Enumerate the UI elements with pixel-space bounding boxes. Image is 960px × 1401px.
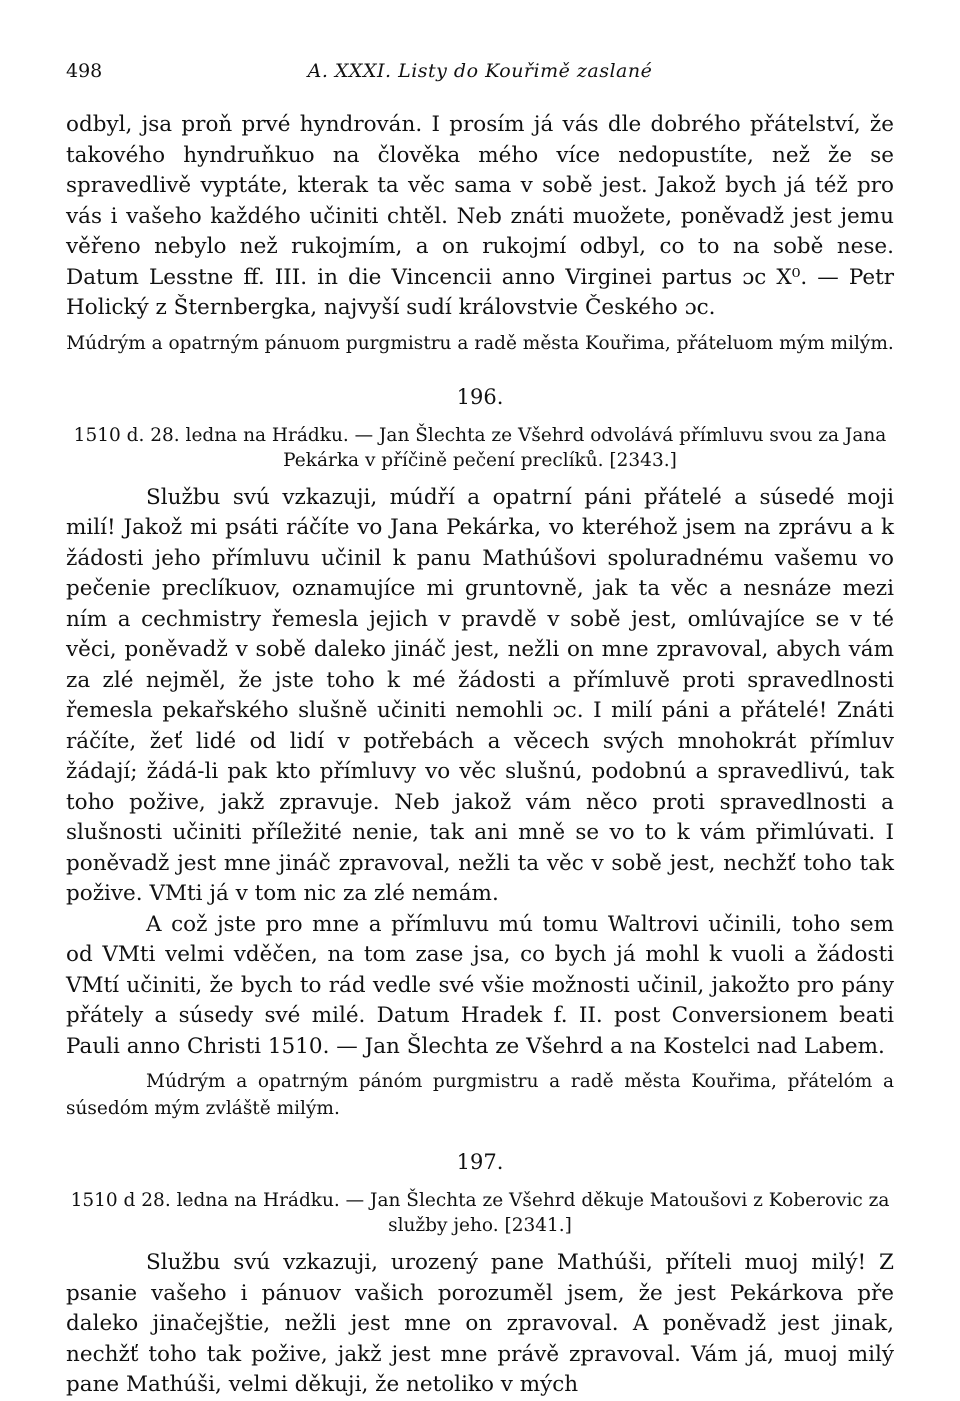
- letter-197-number: 197.: [456, 1150, 504, 1174]
- page-content: [66, 110, 894, 1401]
- letter-195-text: odbyl, jsa proň prvé hyndrován. I prosím já vás dle dobrého přátelství, že takového hyndruňkuo na člověka mého více nedopustíte, než že se spravedlivě vyptáte, kterak ta věc sama v sobě jest. Jakož bych já též pro vás i vašeho každého učiniti chtěl. Neb znáti muožete, poněvadž jest jemu věřeno nebylo než rukojmím, a on rukojmí odbyl, co to na sobě nese. Datum Lesstne ff. III. in die Vincencii anno Virginei partus ɔc X⁰. — Petr Holický z Šternbergka, najvyší sudí královstvie Českého ɔc.: [66, 112, 894, 320]
- page-number: 498: [66, 60, 103, 82]
- letter-197-paragraph-1: Službu svú vzkazuji, urozený pane Mathúši, příteli muoj milý! Z psanie vašeho i pánuov vašich porozuměl jsem, že jest Pekárkova pře daleko jinačejštie, nežli jest mne on zpravoval. A poněvadž jest jinak, nechžť toho tak požive, jakž jest mne právě zpravoval. Vám já, muoj milý pane Mathúši, velmi děkuji, že netoliko v mých: [66, 1250, 894, 1397]
- letter-196-regest: 1510 d. 28. ledna na Hrádku. — Jan Šlechta ze Všehrd odvolává přímluvu svou za Jana Pekárka v příčině pečení preclíků. [2343.]: [73, 424, 887, 471]
- running-title: A. XXXI. Listy do Kouřimě zaslané: [307, 60, 653, 82]
- letter-197-regest: 1510 d 28. ledna na Hrádku. — Jan Šlechta ze Všehrd děkuje Matoušovi z Koberovic za služby jeho. [2341.]: [70, 1190, 890, 1236]
- letter-196-number: 196.: [456, 384, 504, 409]
- letter-196-paragraph-2: A což jste pro mne a přímluvu mú tomu Waltrovi učinili, toho sem od VMti velmi vděčen, na tom zase jsa, co bych já mohl k vuoli a žádosti VMtí učiniti, že bych to rád vedle své všie možnosti učinil, jakožto pro pány přátely a súsedy své milé. Datum Hradek f. II. post Conversionem beati Pauli anno Christi 1510. — Jan Šlechta ze Všehrd a na Kostelci nad Labem.: [66, 911, 894, 1059]
- letter-195-address: Múdrým a opatrným pánuom purgmistru a radě města Kouřima, přáteluom mým milým.: [66, 332, 894, 354]
- letter-196-address: Múdrým a opatrným pánóm purgmistru a radě města Kouřima, přátelóm a súsedóm mým zvláště milým.: [66, 1071, 894, 1119]
- page-header: [66, 60, 894, 90]
- letter-196-paragraph-1: Službu svú vzkazuji, múdří a opatrní páni přátelé a súsedé moji milí! Jakož mi psáti ráčíte vo Jana Pekárka, vo kteréhož jsem na zprávu a k žádosti jeho přímluvu učinil k panu Mathúšovi spoluradnému vašemu vo pečenie preclíkuov, oznamujíce mi gruntovně, jak ta věc a nesnáze mezi ním a cechmistry řemesla jejich v pravdě v sobě jest, omlúvajíce se v té věci, poněvadž v sobě daleko jináč jest, nežli on mne zpravoval, abych vám za zlé nejměl, že jste toho k mé žádosti a přímluvě proti spravedlnosti řemesla pekařského slušně učiniti nemohli ɔc. I milí páni a přátelé! Znáti ráčíte, žeť lidé od lidí v potřebách a věcech svých mnohokrát přímluv žádají; žádá-li pak kto přímluvy vo věc slušnú, podobnú a spravedlivú, tak toho požive, jakž zpravuje. Neb jakož vám něco proti spravedlnosti a slušnosti učiniti příležité nenie, tak ani mně se vo to k vám přimlúvati. I poněvadž jest mne jináč zpravoval, nežli ta věc v sobě jest, nechžť toho tak požive. VMti já v tom nic za zlé nemám.: [66, 484, 894, 906]
